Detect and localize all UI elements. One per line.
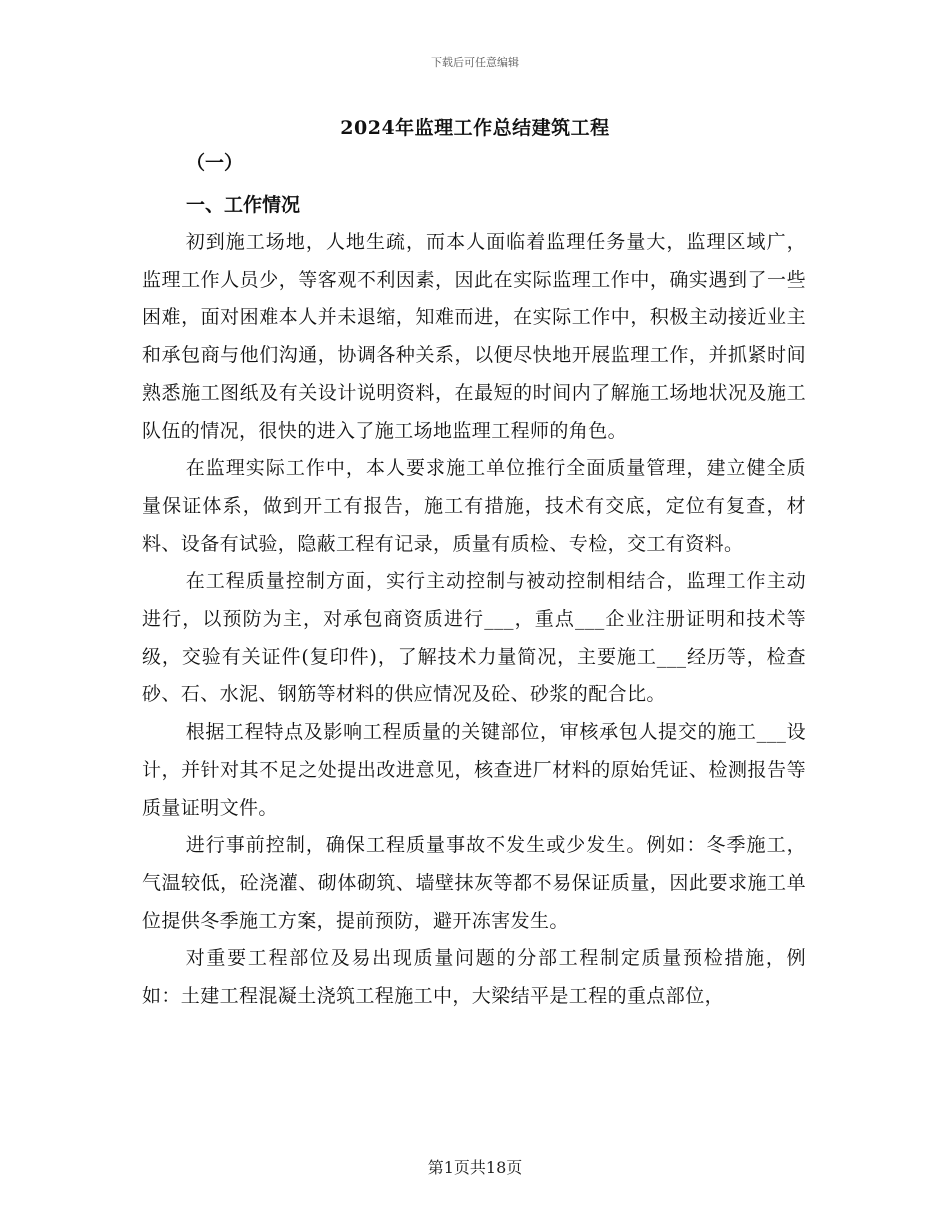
paragraph: 对重要工程部位及易出现质量问题的分部工程制定质量预检措施，例如：土建工程混凝土浇筑工程施工中，大梁结平是工程的重点部位， — [142, 947, 806, 1008]
paragraph: 初到施工场地，人地生疏，而本人面临着监理任务量大，监理区域广，监理工作人员少，等客观不利因素，因此在实际监理工作中，确实遇到了一些困难，面对困难本人并未退缩，知难而进，在实际工作中，积极主动接近业主和承包商与他们沟通，协调各种关系，以便尽快地开展监理工作，并抓紧时间熟悉施工图纸及有关设计说明资料，在最短的时间内了解施工场地状况及施工队伍的情况，很快的进入了施工场地监理工程师的角色。 — [142, 231, 806, 442]
page-number: 第1页共18页 — [427, 1158, 523, 1177]
document-title: 2024年监理工作总结建筑工程 — [340, 117, 610, 139]
sub-heading: （一） — [186, 152, 244, 174]
paragraph: 在监理实际工作中，本人要求施工单位推行全面质量管理，建立健全质量保证体系，做到开工有报告，施工有措施，技术有交底，定位有复查，材料、设备有试验，隐蔽工程有记录，质量有质检、专检，交工有资料。 — [142, 457, 806, 555]
paragraph: 进行事前控制，确保工程质量事故不发生或少发生。例如：冬季施工，气温较低，砼浇灌、砌体砌筑、墙壁抹灰等都不易保证质量，因此要求施工单位提供冬季施工方案，提前预防，避开冻害发生。 — [142, 834, 806, 932]
paragraph: 根据工程特点及影响工程质量的关键部位，审核承包人提交的施工___设计，并针对其不足之处提出改进意见，核查进厂材料的原始凭证、检测报告等质量证明文件。 — [142, 721, 806, 819]
download-note: 下载后可任意编辑 — [431, 56, 519, 69]
section-heading: 一、工作情况 — [186, 194, 301, 216]
document-body — [142, 144, 806, 1016]
paragraph: 在工程质量控制方面，实行主动控制与被动控制相结合，监理工作主动进行，以预防为主，对承包商资质进行___，重点___企业注册证明和技术等级，交验有关证件(复印件)，了解技术力量简况，主要施工___经历等，检查砂、石、水泥、钢筋等材料的供应情况及砼、砂浆的配合比。 — [142, 570, 806, 706]
